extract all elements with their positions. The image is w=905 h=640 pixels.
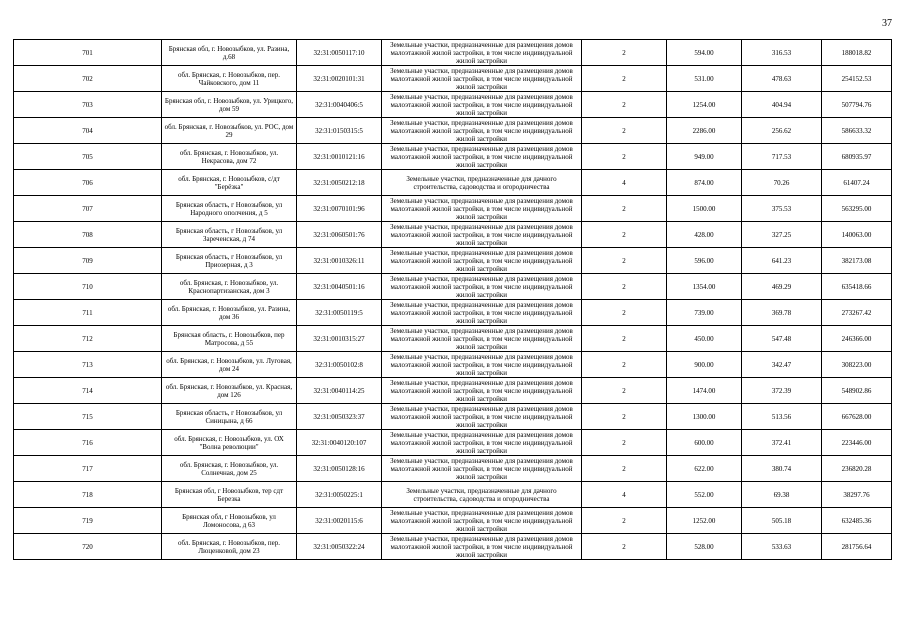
land-use-cell: Земельные участки, предназначенные для размещения домов малоэтажной жилой застройки, в том числе индивидуальной жилой застройки: [382, 534, 582, 560]
table-row: [14, 118, 892, 144]
group-cell: 2: [582, 118, 667, 144]
land-use-cell: Земельные участки, предназначенные для размещения домов малоэтажной жилой застройки, в том числе индивидуальной жилой застройки: [382, 196, 582, 222]
group-cell: 2: [582, 326, 667, 352]
address-cell: обл. Брянская, г. Новозыбков, ул. Краснопартизанская, дом 3: [162, 274, 297, 300]
land-use-cell: Земельные участки, предназначенные для размещения домов малоэтажной жилой застройки, в том числе индивидуальной жилой застройки: [382, 222, 582, 248]
rate-cell: 372.41: [742, 430, 822, 456]
row-number-cell: 701: [14, 40, 162, 66]
rate-cell: 717.53: [742, 144, 822, 170]
table-row: [14, 352, 892, 378]
land-use-cell: Земельные участки, предназначенные для размещения домов малоэтажной жилой застройки, в том числе индивидуальной жилой застройки: [382, 92, 582, 118]
land-use-cell: Земельные участки, предназначенные для размещения домов малоэтажной жилой застройки, в том числе индивидуальной жилой застройки: [382, 40, 582, 66]
address-cell: обл. Брянская, г. Новозыбков, ул. Солнечная, дом 25: [162, 456, 297, 482]
area-cell: 739.00: [667, 300, 742, 326]
group-cell: 2: [582, 378, 667, 404]
cadastral-number-cell: 32:31:0060501:76: [297, 222, 382, 248]
table-row: [14, 40, 892, 66]
cadastral-number-cell: 32:31:0040501:16: [297, 274, 382, 300]
cadastral-number-cell: 32:31:0010326:11: [297, 248, 382, 274]
cadastral-value-cell: 667628.00: [822, 404, 892, 430]
group-cell: 2: [582, 300, 667, 326]
cadastral-value-cell: 281756.64: [822, 534, 892, 560]
rate-cell: 327.25: [742, 222, 822, 248]
row-number-cell: 719: [14, 508, 162, 534]
address-cell: Брянская область, г Новозыбков, ул Синицына, д 66: [162, 404, 297, 430]
land-use-cell: Земельные участки, предназначенные для размещения домов малоэтажной жилой застройки, в том числе индивидуальной жилой застройки: [382, 352, 582, 378]
cadastral-number-cell: 32:31:0050119:5: [297, 300, 382, 326]
cadastral-value-cell: 586633.32: [822, 118, 892, 144]
cadastral-value-cell: 382173.08: [822, 248, 892, 274]
land-use-cell: Земельные участки, предназначенные для размещения домов малоэтажной жилой застройки, в том числе индивидуальной жилой застройки: [382, 456, 582, 482]
area-cell: 531.00: [667, 66, 742, 92]
address-cell: обл. Брянская, г. Новозыбков, ул. ОХ "Волна революции": [162, 430, 297, 456]
rate-cell: 469.29: [742, 274, 822, 300]
row-number-cell: 713: [14, 352, 162, 378]
cadastral-number-cell: 32:31:0040114:25: [297, 378, 382, 404]
area-cell: 874.00: [667, 170, 742, 196]
cadastral-number-cell: 32:31:0050117:10: [297, 40, 382, 66]
group-cell: 2: [582, 404, 667, 430]
area-cell: 594.00: [667, 40, 742, 66]
cadastral-value-cell: 635418.66: [822, 274, 892, 300]
cadastral-value-cell: 246366.00: [822, 326, 892, 352]
address-cell: Брянская область, г. Новозыбков, пер Матросова, д 55: [162, 326, 297, 352]
address-cell: обл. Брянская, г. Новозыбков, ул. Разина, дом 36: [162, 300, 297, 326]
registry-table: [13, 39, 892, 560]
area-cell: 1500.00: [667, 196, 742, 222]
table-row: [14, 248, 892, 274]
row-number-cell: 710: [14, 274, 162, 300]
cadastral-value-cell: 61407.24: [822, 170, 892, 196]
address-cell: обл. Брянская, г. Новозыбков, ул. РОС, дом 29: [162, 118, 297, 144]
group-cell: 2: [582, 352, 667, 378]
cadastral-value-cell: 548902.86: [822, 378, 892, 404]
cadastral-number-cell: 32:31:0020115:6: [297, 508, 382, 534]
group-cell: 2: [582, 534, 667, 560]
address-cell: обл. Брянская, г. Новозыбков, пер. Люценковой, дом 23: [162, 534, 297, 560]
row-number-cell: 705: [14, 144, 162, 170]
area-cell: 1252.00: [667, 508, 742, 534]
area-cell: 949.00: [667, 144, 742, 170]
land-use-cell: Земельные участки, предназначенные для размещения домов малоэтажной жилой застройки, в том числе индивидуальной жилой застройки: [382, 378, 582, 404]
land-use-cell: Земельные участки, предназначенные для размещения домов малоэтажной жилой застройки, в том числе индивидуальной жилой застройки: [382, 248, 582, 274]
row-number-cell: 718: [14, 482, 162, 508]
cadastral-number-cell: 32:31:0150315:5: [297, 118, 382, 144]
table-row: [14, 430, 892, 456]
group-cell: 2: [582, 430, 667, 456]
group-cell: 2: [582, 40, 667, 66]
cadastral-number-cell: 32:31:0050128:16: [297, 456, 382, 482]
group-cell: 2: [582, 92, 667, 118]
group-cell: 2: [582, 66, 667, 92]
group-cell: 2: [582, 456, 667, 482]
address-cell: Брянская обл, г. Новозыбков, ул. Урицкого, дом 59: [162, 92, 297, 118]
cadastral-number-cell: 32:31:0040120:107: [297, 430, 382, 456]
table-row: [14, 196, 892, 222]
table-row: [14, 144, 892, 170]
cadastral-number-cell: 32:31:0050102:8: [297, 352, 382, 378]
address-cell: Брянская область, г Новозыбков, ул Приозерная, д 3: [162, 248, 297, 274]
rate-cell: 641.23: [742, 248, 822, 274]
row-number-cell: 706: [14, 170, 162, 196]
address-cell: обл. Брянская, г. Новозыбков, пер. Чайковского, дом 11: [162, 66, 297, 92]
area-cell: 552.00: [667, 482, 742, 508]
area-cell: 900.00: [667, 352, 742, 378]
table-row: [14, 378, 892, 404]
land-use-cell: Земельные участки, предназначенные для размещения домов малоэтажной жилой застройки, в том числе индивидуальной жилой застройки: [382, 326, 582, 352]
land-use-cell: Земельные участки, предназначенные для дачного строительства, садоводства и огородничества: [382, 170, 582, 196]
cadastral-value-cell: 236820.28: [822, 456, 892, 482]
table-row: [14, 170, 892, 196]
cadastral-number-cell: 32:31:0050323:37: [297, 404, 382, 430]
table-row: [14, 534, 892, 560]
address-cell: обл. Брянская, г. Новозыбков, с/дт "Берёзка": [162, 170, 297, 196]
cadastral-value-cell: 188018.82: [822, 40, 892, 66]
table-row: [14, 274, 892, 300]
rate-cell: 369.78: [742, 300, 822, 326]
address-cell: Брянская область, г Новозыбков, ул Зареченская, д 74: [162, 222, 297, 248]
rate-cell: 256.62: [742, 118, 822, 144]
cadastral-value-cell: 140063.00: [822, 222, 892, 248]
rate-cell: 375.53: [742, 196, 822, 222]
rate-cell: 316.53: [742, 40, 822, 66]
land-use-cell: Земельные участки, предназначенные для размещения домов малоэтажной жилой застройки, в том числе индивидуальной жилой застройки: [382, 144, 582, 170]
cadastral-value-cell: 680935.97: [822, 144, 892, 170]
cadastral-value-cell: 563295.00: [822, 196, 892, 222]
group-cell: 2: [582, 144, 667, 170]
table-row: [14, 222, 892, 248]
row-number-cell: 712: [14, 326, 162, 352]
row-number-cell: 708: [14, 222, 162, 248]
rate-cell: 547.48: [742, 326, 822, 352]
cadastral-value-cell: 273267.42: [822, 300, 892, 326]
page-number: 37: [882, 18, 892, 29]
land-use-cell: Земельные участки, предназначенные для размещения домов малоэтажной жилой застройки, в том числе индивидуальной жилой застройки: [382, 300, 582, 326]
row-number-cell: 707: [14, 196, 162, 222]
group-cell: 2: [582, 196, 667, 222]
area-cell: 1354.00: [667, 274, 742, 300]
table-row: [14, 482, 892, 508]
table-row: [14, 326, 892, 352]
cadastral-value-cell: 254152.53: [822, 66, 892, 92]
area-cell: 1300.00: [667, 404, 742, 430]
row-number-cell: 716: [14, 430, 162, 456]
cadastral-number-cell: 32:31:0020101:31: [297, 66, 382, 92]
land-use-cell: Земельные участки, предназначенные для размещения домов малоэтажной жилой застройки, в том числе индивидуальной жилой застройки: [382, 430, 582, 456]
cadastral-number-cell: 32:31:0070101:96: [297, 196, 382, 222]
registry-table-body: [14, 40, 892, 560]
row-number-cell: 704: [14, 118, 162, 144]
area-cell: 596.00: [667, 248, 742, 274]
group-cell: 2: [582, 222, 667, 248]
rate-cell: 533.63: [742, 534, 822, 560]
group-cell: 4: [582, 482, 667, 508]
area-cell: 450.00: [667, 326, 742, 352]
cadastral-number-cell: 32:31:0050212:18: [297, 170, 382, 196]
rate-cell: 69.38: [742, 482, 822, 508]
land-use-cell: Земельные участки, предназначенные для размещения домов малоэтажной жилой застройки, в том числе индивидуальной жилой застройки: [382, 66, 582, 92]
address-cell: Брянская область, г Новозыбков, ул Народного ополчения, д 5: [162, 196, 297, 222]
address-cell: обл. Брянская, г. Новозыбков, ул. Некрасова, дом 72: [162, 144, 297, 170]
cadastral-number-cell: 32:31:0040406:5: [297, 92, 382, 118]
area-cell: 528.00: [667, 534, 742, 560]
rate-cell: 342.47: [742, 352, 822, 378]
address-cell: Брянская обл, г. Новозыбков, ул. Разина, д.68: [162, 40, 297, 66]
cadastral-value-cell: 38297.76: [822, 482, 892, 508]
address-cell: Брянская обл, г Новозыбков, ул Ломоносова, д 63: [162, 508, 297, 534]
area-cell: 1474.00: [667, 378, 742, 404]
area-cell: 622.00: [667, 456, 742, 482]
address-cell: обл. Брянская, г. Новозыбков, ул. Луговая, дом 24: [162, 352, 297, 378]
row-number-cell: 702: [14, 66, 162, 92]
land-use-cell: Земельные участки, предназначенные для размещения домов малоэтажной жилой застройки, в том числе индивидуальной жилой застройки: [382, 274, 582, 300]
cadastral-number-cell: 32:31:0050322:24: [297, 534, 382, 560]
group-cell: 2: [582, 508, 667, 534]
row-number-cell: 709: [14, 248, 162, 274]
cadastral-number-cell: 32:31:0010121:16: [297, 144, 382, 170]
rate-cell: 380.74: [742, 456, 822, 482]
table-row: [14, 66, 892, 92]
row-number-cell: 703: [14, 92, 162, 118]
address-cell: Брянская обл, г Новозыбков, тер сдт Березка: [162, 482, 297, 508]
table-row: [14, 404, 892, 430]
area-cell: 428.00: [667, 222, 742, 248]
group-cell: 4: [582, 170, 667, 196]
row-number-cell: 714: [14, 378, 162, 404]
table-row: [14, 92, 892, 118]
land-use-cell: Земельные участки, предназначенные для размещения домов малоэтажной жилой застройки, в том числе индивидуальной жилой застройки: [382, 508, 582, 534]
land-use-cell: Земельные участки, предназначенные для размещения домов малоэтажной жилой застройки, в том числе индивидуальной жилой застройки: [382, 118, 582, 144]
area-cell: 1254.00: [667, 92, 742, 118]
land-use-cell: Земельные участки, предназначенные для размещения домов малоэтажной жилой застройки, в том числе индивидуальной жилой застройки: [382, 404, 582, 430]
rate-cell: 70.26: [742, 170, 822, 196]
cadastral-value-cell: 308223.00: [822, 352, 892, 378]
rate-cell: 505.18: [742, 508, 822, 534]
table-row: [14, 300, 892, 326]
land-use-cell: Земельные участки, предназначенные для дачного строительства, садоводства и огородничества: [382, 482, 582, 508]
row-number-cell: 715: [14, 404, 162, 430]
cadastral-value-cell: 632485.36: [822, 508, 892, 534]
row-number-cell: 711: [14, 300, 162, 326]
row-number-cell: 717: [14, 456, 162, 482]
area-cell: 2286.00: [667, 118, 742, 144]
rate-cell: 404.94: [742, 92, 822, 118]
area-cell: 600.00: [667, 430, 742, 456]
rate-cell: 478.63: [742, 66, 822, 92]
table-row: [14, 456, 892, 482]
rate-cell: 372.39: [742, 378, 822, 404]
group-cell: 2: [582, 248, 667, 274]
cadastral-value-cell: 507794.76: [822, 92, 892, 118]
group-cell: 2: [582, 274, 667, 300]
cadastral-value-cell: 223446.00: [822, 430, 892, 456]
address-cell: обл. Брянская, г. Новозыбков, ул. Красная, дом 126: [162, 378, 297, 404]
rate-cell: 513.56: [742, 404, 822, 430]
cadastral-number-cell: 32:31:0010315:27: [297, 326, 382, 352]
cadastral-number-cell: 32:31:0050225:1: [297, 482, 382, 508]
row-number-cell: 720: [14, 534, 162, 560]
table-row: [14, 508, 892, 534]
